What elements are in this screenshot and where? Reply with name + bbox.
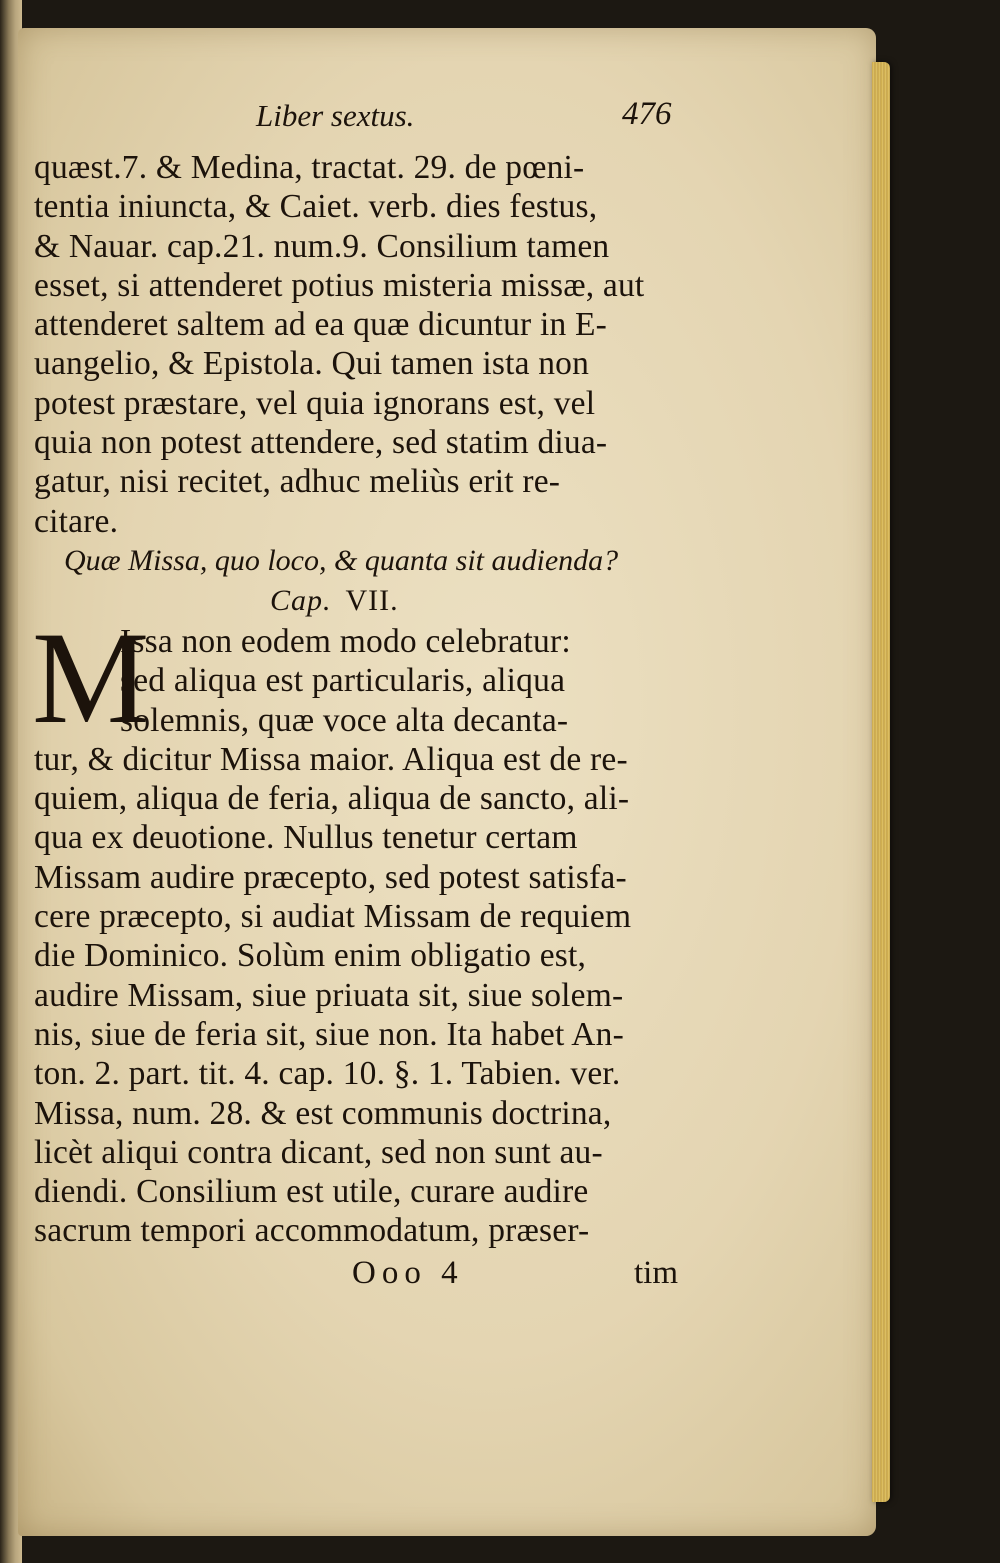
- text-line: potest præstare, vel quia ignorans est, vel: [34, 384, 596, 422]
- text-line: quæst.7. & Medina, tractat. 29. de pœni-: [34, 149, 585, 186]
- text-line: citare.: [34, 502, 119, 540]
- text-line: quiem, aliqua de feria, aliqua de sancto, ali-: [34, 780, 630, 818]
- chapter-title: Quæ Missa, quo loco, & quanta sit audienda?: [64, 543, 619, 577]
- text-line: cere præcepto, si audiat Missam de requiem: [34, 898, 632, 936]
- text-line: tur, & dicitur Missa maior. Aliqua est de re-: [34, 740, 628, 778]
- text-line: attenderet saltem ad ea quæ dicuntur in E-: [34, 306, 608, 344]
- text-line: sacrum tempori accommodatum, præser-: [34, 1212, 590, 1250]
- text-line: ton. 2. part. tit. 4. cap. 10. §. 1. Tabien. ver.: [34, 1055, 621, 1093]
- page-number: 476: [622, 96, 672, 132]
- text-line: licèt aliqui contra dicant, sed non sunt au-: [34, 1133, 603, 1171]
- text-line: gatur, nisi recitet, adhuc meliùs erit re-: [34, 463, 561, 501]
- text-line: esset, si attenderet potius misteria missæ, aut: [34, 266, 645, 304]
- text-line: nis, siue de feria sit, siue non. Ita habet An-: [34, 1015, 624, 1053]
- signature-mark: Ooo 4: [352, 1254, 464, 1291]
- text-line: Issa non eodem modo celebratur:: [120, 622, 571, 660]
- footer-line: [34, 1255, 714, 1299]
- text-line: die Dominico. Solùm enim obligatio est,: [34, 937, 587, 975]
- text-line: audire Missam, siue priuata sit, siue solem-: [34, 976, 624, 1014]
- text-line: diendi. Consilium est utile, curare audire: [34, 1173, 589, 1211]
- chapter-number: [270, 580, 714, 622]
- text-block-top: [34, 148, 714, 541]
- text-line: tentia iniuncta, & Caiet. verb. dies festus,: [34, 188, 598, 226]
- text-line: sed aliqua est particularis, aliqua: [120, 662, 566, 700]
- running-head: [34, 98, 714, 148]
- text-line: & Nauar. cap.21. num.9. Consilium tamen: [34, 227, 610, 265]
- gilt-fore-edge: [872, 62, 890, 1502]
- drop-initial: M: [32, 603, 150, 751]
- drop-cap-block: [32, 603, 714, 751]
- text-block-body: [34, 740, 714, 1251]
- chapter-label: Cap.: [270, 583, 332, 617]
- catchword: tim: [634, 1254, 679, 1291]
- text-line: quia non potest attendere, sed statim diua-: [34, 424, 608, 462]
- text-line: Missam audire præcepto, sed potest satisfa-: [34, 858, 627, 896]
- text-line: solemnis, quæ voce alta decanta-: [120, 701, 569, 739]
- text-line: uangelio, & Epistola. Qui tamen ista non: [34, 345, 590, 383]
- text-line: Missa, num. 28. & est communis doctrina,: [34, 1094, 612, 1132]
- text-line: qua ex deuotione. Nullus tenetur certam: [34, 819, 578, 857]
- running-title: Liber sextus.: [256, 98, 415, 133]
- page-text: [34, 98, 714, 1299]
- chapter-roman: VII.: [345, 583, 399, 617]
